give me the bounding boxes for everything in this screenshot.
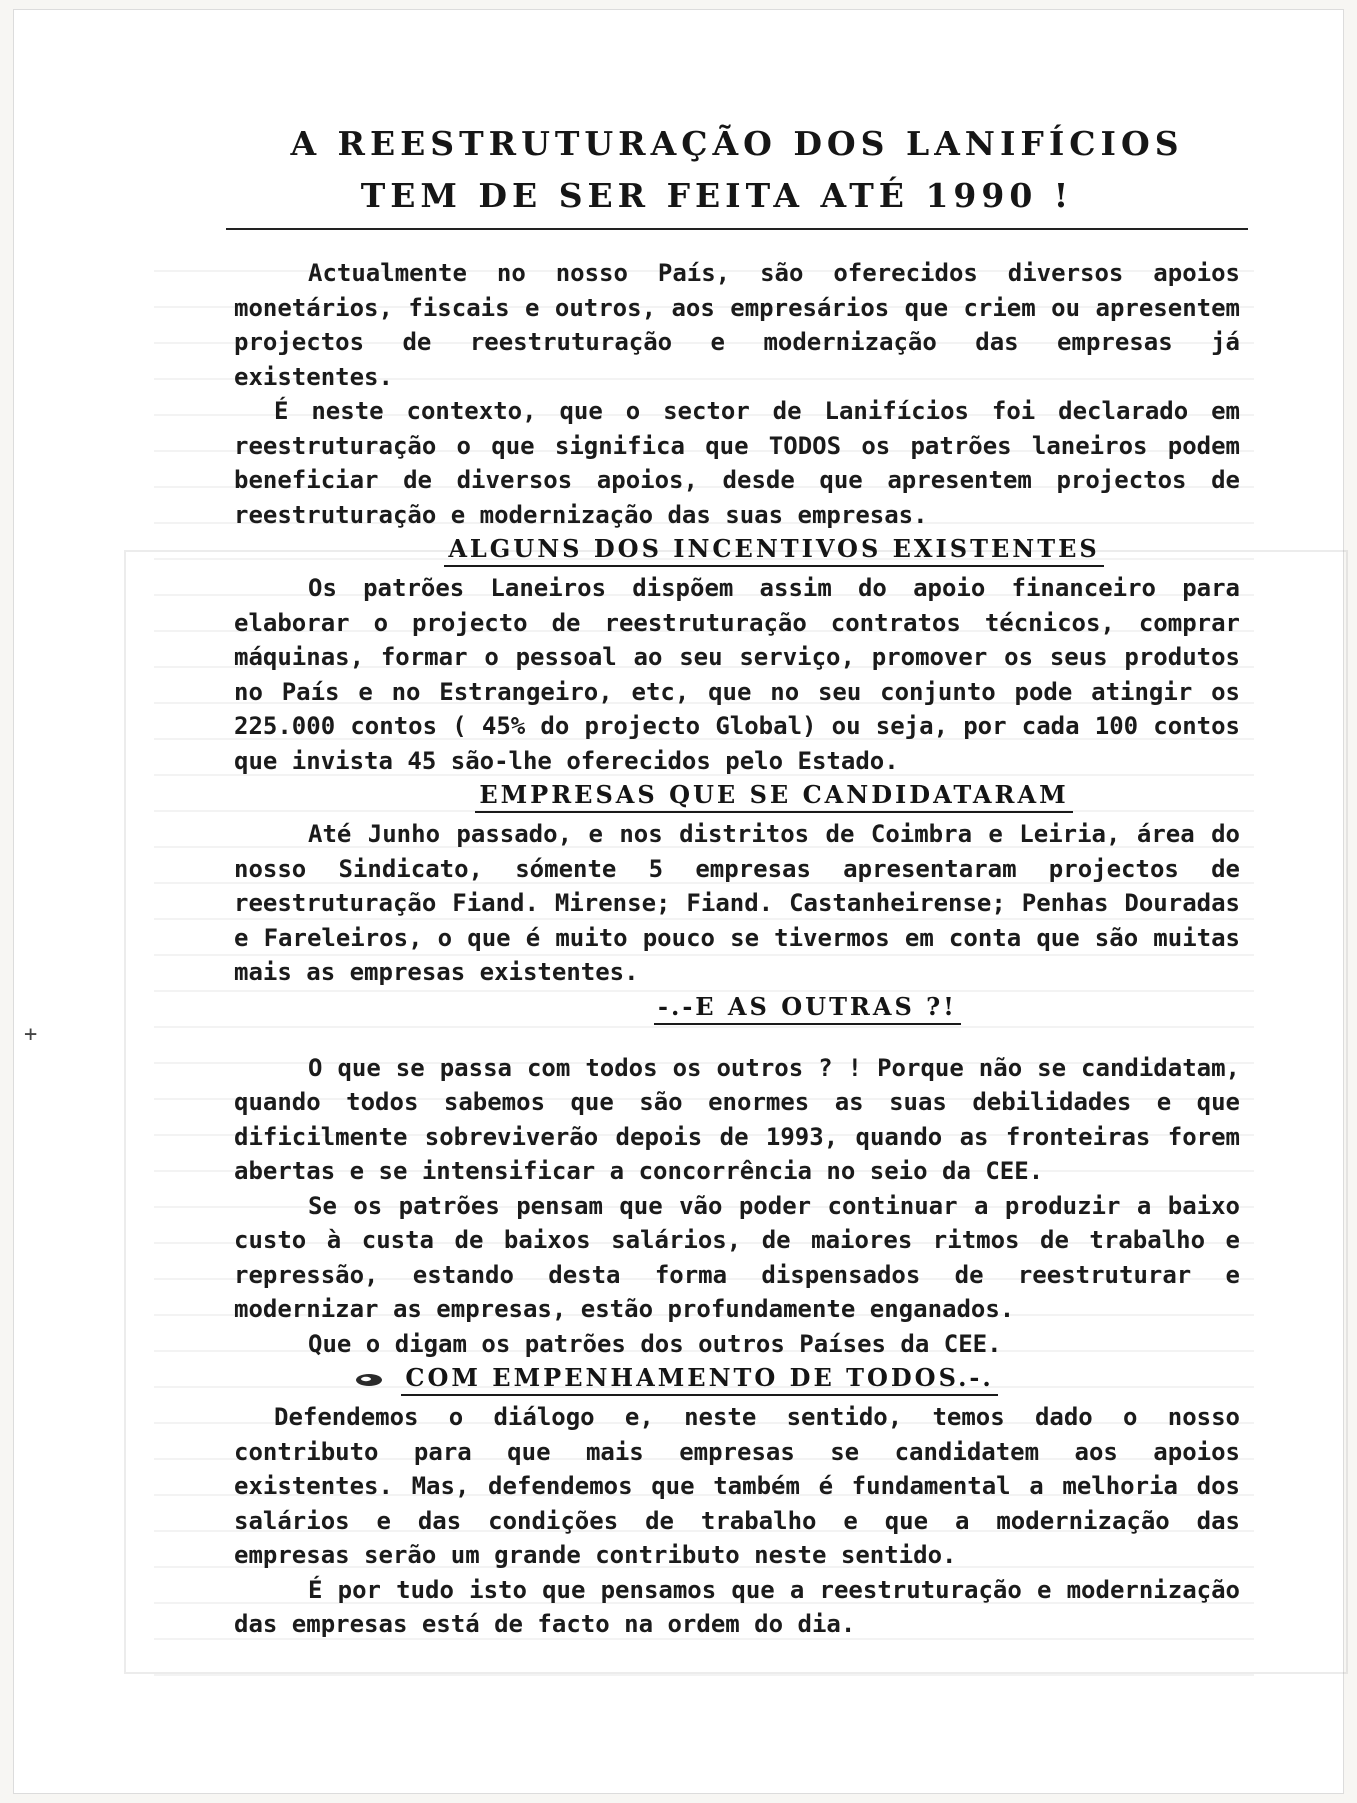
outras-paragraph-3: Que o digam os patrões dos outros Países da CEE. [308,1329,1002,1358]
heading-outras [234,992,1240,1025]
ornament-icon [354,1372,384,1388]
heading-empresas-text: EMPRESAS QUE SE CANDIDATARAM [475,780,1072,813]
title-underline [226,228,1248,230]
empenhamento-paragraph-2: É por tudo isto que pensamos que a reestruturação e modernização das empresas está de facto na ordem do dia. [234,1575,1240,1638]
heading-empenhamento [234,1363,1240,1396]
intro-paragraph-2: É neste contexto, que o sector de Lanifícios foi declarado em reestruturação o que significa que TODOS os patrões laneiros podem beneficiar de diversos apoios, desde que apresentem projectos de reestruturação e modernização das suas empresas. [234,397,1240,529]
outras-paragraph-1: O que se passa com todos os outros ? ! Porque não se candidatam, quando todos sabemos que são enormes as suas debilidades e que dificilmente sobreviverão depois de 1993, quando as fronteiras forem abertas e se intensificar a concorrência no seio da CEE. [234,1053,1240,1185]
heading-empenhamento-text: COM EMPENHAMENTO DE TODOS.-. [401,1363,997,1396]
heading-outras-text: -.-E AS OUTRAS ?! [654,992,961,1025]
article [234,118,1240,1642]
article-title [234,118,1240,222]
heading-incentivos-text: ALGUNS DOS INCENTIVOS EXISTENTES [444,534,1103,567]
intro-paragraph-1: Actualmente no nosso País, são oferecidos diversos apoios monetários, fiscais e outros, aos empresários que criem ou apresentem projectos de reestruturação e modernização das empresas já existentes. [234,259,1240,391]
margin-mark: + [24,1022,38,1047]
title-line-1: A REESTRUTURAÇÃO DOS LANIFÍCIOS [290,124,1184,163]
title-line-2: TEM DE SER FEITA ATÉ 1990 ! [360,176,1074,215]
empenhamento-paragraph-1: Defendemos o diálogo e, neste sentido, temos dado o nosso contributo para que mais empresas se candidatem aos apoios existentes. Mas, defendemos que também é fundamental a melhoria dos salários e das condições de trabalho e que a modernização das empresas serão um grande contributo neste sentido. [234,1403,1240,1569]
empresas-paragraph: Até Junho passado, e nos distritos de Coimbra e Leiria, área do nosso Sindicato, sómente 5 empresas apresentaram projectos de reestruturação Fiand. Mirense; Fiand. Castanheirense; Penhas Douradas e Fareleiros, o que é muito pouco se tivermos em conta que são muitas mais as empresas existentes. [234,820,1240,986]
heading-incentivos [308,534,1240,567]
incentivos-paragraph: Os patrões Laneiros dispõem assim do apoio financeiro para elaborar o projecto de reestruturação contratos técnicos, comprar máquinas, formar o pessoal ao seu serviço, promover os seus produtos no País e no Estrangeiro, etc, que no seu conjunto pode atingir os 225.000 contos ( 45% do projecto Global) ou seja, por cada 100 contos que invista 45 são-lhe oferecidos pelo Estado. [234,574,1240,775]
heading-empresas [308,780,1240,813]
outras-paragraph-2: Se os patrões pensam que vão poder continuar a produzir a baixo custo à custa de baixos salários, de maiores ritmos de trabalho e repressão, estando desta forma dispensados de reestruturar e modernizar as empresas, estão profundamente enganados. [234,1191,1240,1323]
